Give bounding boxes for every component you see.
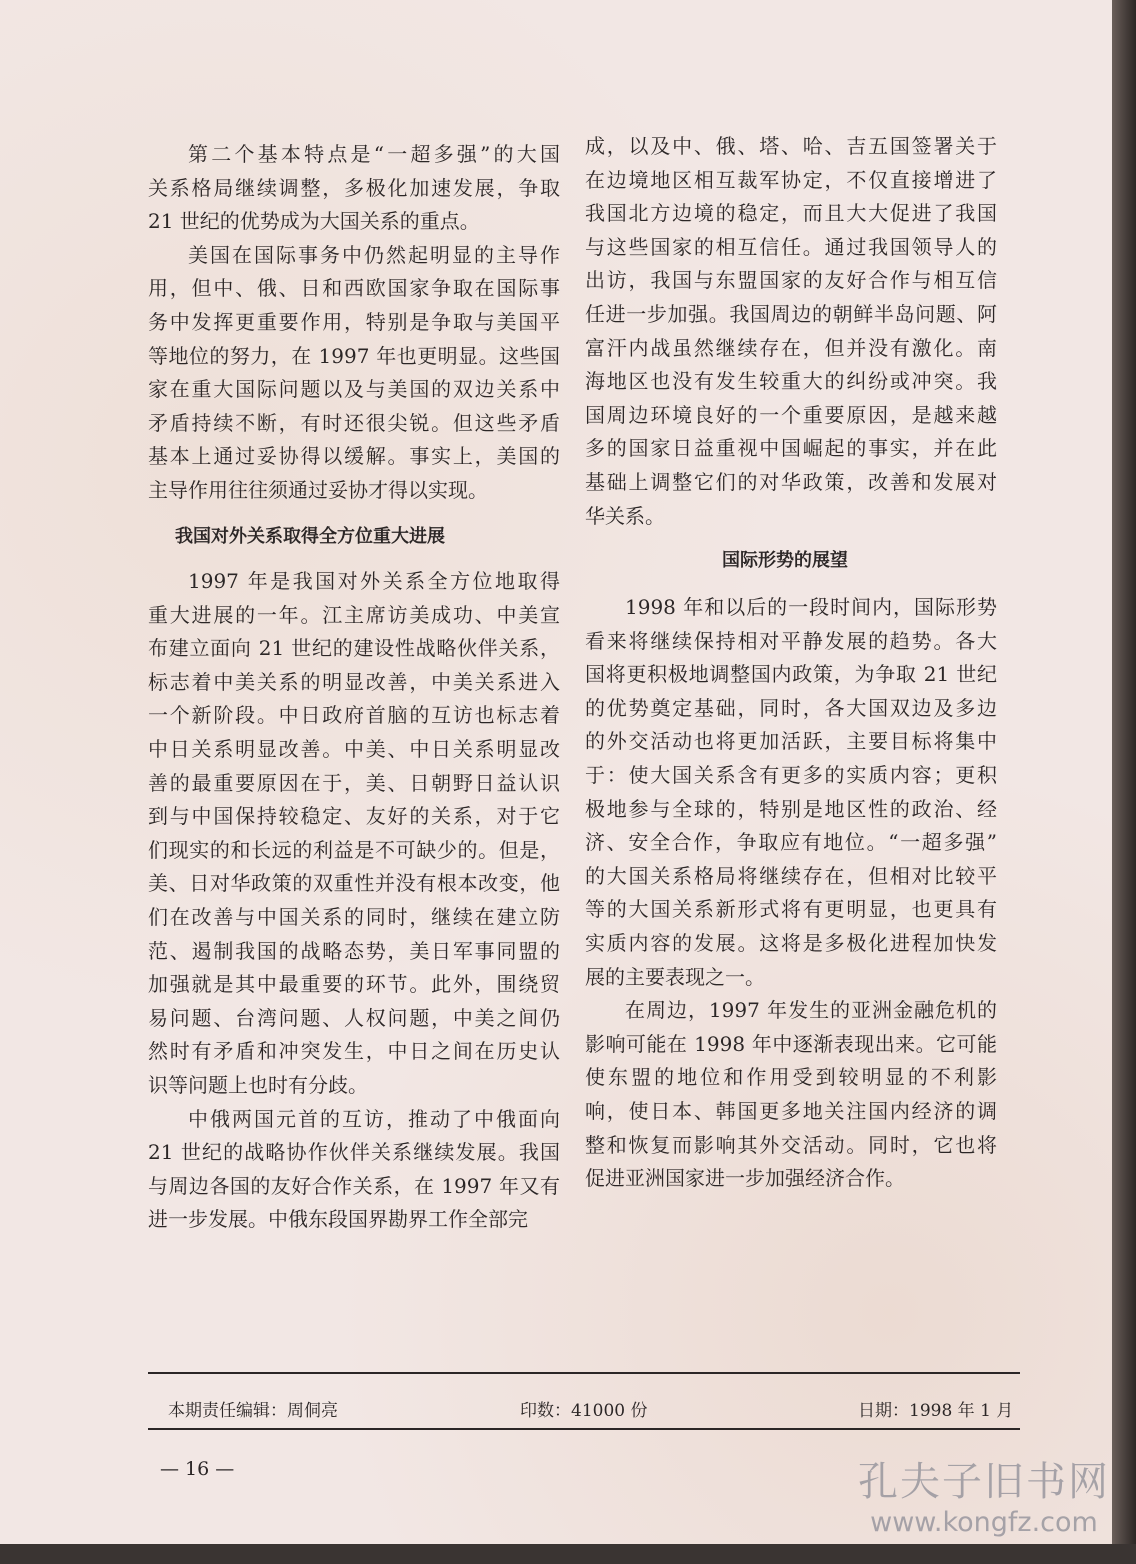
watermark-name: 孔夫子旧书网	[858, 1459, 1110, 1505]
paragraph	[148, 239, 560, 508]
text-line: 然时有矛盾和冲突发生，中日之间在历史认	[148, 1039, 560, 1064]
text-line: 的优势奠定基础，同时，各大国双边及多边	[585, 695, 997, 720]
text-line: 富汗内战虽然继续存在，但并没有激化。南	[585, 335, 997, 360]
scan-edge-bottom	[0, 1544, 1136, 1564]
section-heading-foreign-relations: 我国对外关系取得全方位重大进展	[175, 526, 445, 547]
text-line: 重大进展的一年。江主席访美成功、中美宣	[148, 602, 560, 627]
text-line: 第二个基本特点是“一超多强”的大国	[188, 142, 560, 166]
text-line: 国将更积极地调整国内政策，为争取 21 世纪	[585, 662, 997, 687]
text-line: 影响可能在 1998 年中逐渐表现出来。它可能	[585, 1031, 997, 1056]
text-line: 矛盾持续不断，有时还很尖锐。但这些矛盾	[148, 410, 560, 435]
text-line: 等的大国关系新形式将有更明显，也更具有	[585, 897, 997, 922]
footer-print-run: 印数：41000 份	[520, 1401, 648, 1421]
text-line: 美、日对华政策的双重性并没有根本改变，他	[148, 871, 560, 896]
paragraph	[148, 1103, 560, 1237]
text-line: 们在改善与中国关系的同时，继续在建立防	[148, 904, 560, 929]
text-line: 到与中国保持较稳定、友好的关系，对于它	[148, 804, 560, 829]
text-line: 关系格局继续调整，多极化加速发展，争取	[148, 175, 560, 200]
page-number: — 16 —	[160, 1458, 235, 1480]
text-line: 与周边各国的友好合作关系，在 1997 年又有	[148, 1173, 560, 1198]
watermark	[858, 1450, 1110, 1538]
text-line: 标志着中美关系的明显改善，中美关系进入	[148, 669, 560, 694]
paragraph	[585, 994, 997, 1196]
text-line: 21 世纪的优势成为大国关系的重点。	[148, 209, 480, 234]
footer-top-rule	[148, 1372, 1020, 1374]
text-line: 促进亚洲国家进一步加强经济合作。	[585, 1166, 905, 1191]
text-line: 布建立面向 21 世纪的建设性战略伙伴关系，	[148, 636, 560, 661]
text-line: 于：使大国关系含有更多的实质内容；更积	[585, 762, 997, 787]
text-line: 海地区也没有发生较重大的纠纷或冲突。我	[585, 369, 997, 394]
left-column-block-1	[148, 138, 560, 508]
text-line: 使东盟的地位和作用受到较明显的不利影	[585, 1065, 997, 1090]
text-line: 国周边环境良好的一个重要原因，是越来越	[585, 402, 997, 427]
text-line: 加强就是其中最重要的环节。此外，围绕贸	[148, 972, 560, 997]
paragraph	[148, 565, 560, 1103]
text-line: 美国在国际事务中仍然起明显的主导作	[188, 242, 560, 267]
text-line: 任进一步加强。我国周边的朝鲜半岛问题、阿	[585, 301, 997, 326]
text-line: 中俄两国元首的互访，推动了中俄面向	[188, 1106, 560, 1131]
section-heading-outlook: 国际形势的展望	[722, 550, 848, 571]
footer-bottom-rule	[148, 1428, 1020, 1430]
watermark-url: www.kongfz.com	[870, 1507, 1098, 1538]
paragraph	[148, 138, 560, 239]
paragraph	[585, 591, 997, 994]
text-line: 成，以及中、俄、塔、哈、吉五国签署关于	[585, 134, 997, 158]
text-line: 善的最重要原因在于，美、日朝野日益认识	[148, 770, 560, 795]
text-line: 易问题、台湾问题、人权问题，中美之间仍	[148, 1005, 560, 1030]
text-line: 的大国关系格局将继续存在，但相对比较平	[585, 863, 997, 888]
text-line: 的外交活动也将更加活跃，主要目标将集中	[585, 729, 997, 754]
text-line: 们现实的和长远的利益是不可缺少的。但是，	[148, 837, 560, 862]
left-column-block-2	[148, 565, 560, 1237]
text-line: 识等问题上也时有分歧。	[148, 1072, 368, 1097]
footer-editor: 本期责任编辑：周侗亮	[168, 1401, 338, 1421]
text-line: 实质内容的发展。这将是多极化进程加快发	[585, 930, 997, 955]
text-line: 在周边，1997 年发生的亚洲金融危机的	[625, 998, 997, 1023]
text-line: 务中发挥更重要作用，特别是争取与美国平	[148, 309, 560, 334]
text-line: 基础上调整它们的对华政策，改善和发展对	[585, 469, 997, 494]
text-line: 与这些国家的相互信任。通过我国领导人的	[585, 234, 997, 259]
text-line: 中日关系明显改善。中美、中日关系明显改	[148, 736, 560, 761]
text-line: 进一步发展。中俄东段国界勘界工作全部完	[148, 1207, 528, 1232]
text-line: 一个新阶段。中日政府首脑的互访也标志着	[148, 703, 560, 728]
right-column-block-2	[585, 591, 997, 1196]
text-line: 21 世纪的战略协作伙伴关系继续发展。我国	[148, 1140, 560, 1165]
text-line: 极地参与全球的，特别是地区性的政治、经	[585, 796, 997, 821]
text-line: 等地位的努力，在 1997 年也更明显。这些国	[148, 343, 560, 368]
scan-edge-right	[1112, 0, 1136, 1564]
text-line: 华关系。	[585, 503, 665, 528]
text-line: 多的国家日益重视中国崛起的事实，并在此	[585, 436, 997, 461]
text-line: 看来将继续保持相对平静发展的趋势。各大	[585, 628, 997, 653]
text-line: 1997 年是我国对外关系全方位地取得	[188, 569, 560, 593]
text-line: 响，使日本、韩国更多地关注国内经济的调	[585, 1098, 997, 1123]
text-line: 展的主要表现之一。	[585, 964, 765, 989]
text-line: 整和恢复而影响其外交活动。同时，它也将	[585, 1132, 997, 1157]
text-line: 用，但中、俄、日和西欧国家争取在国际事	[148, 276, 560, 301]
text-line: 家在重大国际问题以及与美国的双边关系中	[148, 377, 560, 402]
text-line: 在边境地区相互裁军协定，不仅直接增进了	[585, 167, 997, 192]
text-line: 我国北方边境的稳定，而且大大促进了我国	[585, 201, 997, 226]
footer-date: 日期：1998 年 1 月	[858, 1401, 1014, 1421]
text-line: 基本上通过妥协得以缓解。事实上，美国的	[148, 444, 560, 469]
text-line: 1998 年和以后的一段时间内，国际形势	[625, 595, 997, 619]
text-line: 济、安全合作，争取应有地位。“一超多强”	[585, 830, 997, 855]
text-line: 范、遏制我国的战略态势，美日军事同盟的	[148, 938, 560, 963]
right-column-block-1	[585, 130, 997, 533]
text-line: 主导作用往往须通过妥协才得以实现。	[148, 477, 488, 502]
text-line: 出访，我国与东盟国家的友好合作与相互信	[585, 268, 997, 293]
paragraph	[585, 130, 997, 533]
